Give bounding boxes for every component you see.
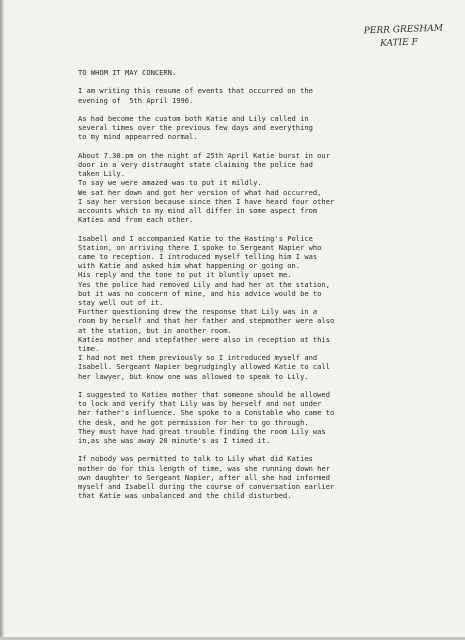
text-line: I say her version because since then I have heard four other: [78, 196, 335, 206]
paragraph-gap: [78, 224, 403, 233]
text-line: several times over the previous few days and everything: [78, 123, 313, 133]
text-line: door in a very distraught state claiming the police had: [78, 159, 313, 169]
annotation-line-2: KATIE F: [379, 37, 418, 49]
text-line: own daughter to Sergeant Napier, after all she had informed: [78, 472, 330, 482]
text-line: at the station, but in another room.: [78, 325, 232, 335]
text-line: time.: [78, 344, 100, 354]
paragraph: [78, 114, 403, 142]
text-line: Station, on arriving there I spoke to Sergeant Napier who: [78, 242, 322, 252]
annotation-line-1: PERR GRESHAM: [363, 23, 443, 37]
paragraph: [78, 390, 403, 445]
text-line: in,as she was away 20 minute's as I timed it.: [78, 436, 271, 446]
paragraph-gap: [78, 445, 403, 454]
text-line: myself and Isabell during the course of conversation earlier: [78, 482, 335, 492]
paragraph: [78, 86, 403, 104]
text-line: her father's influence. She spoke to a Constable who came to: [78, 408, 335, 418]
letter-paragraphs: [78, 86, 403, 500]
text-line: Katies and from each other.: [78, 215, 194, 225]
text-line: Katies mother and stepfather were also in reception at this: [78, 334, 330, 344]
paragraph-gap: [78, 381, 403, 390]
text-line: They must have had great trouble finding the room Lily was: [78, 426, 326, 436]
text-line: but it was no concern of mine, and his advice would be to: [78, 288, 322, 298]
text-line: accounts which to my mind all differ in some aspect from: [78, 206, 318, 215]
paragraph-gap: [78, 105, 403, 114]
text-line: stay well out of it.: [78, 298, 164, 308]
text-line: Yes the police had removed Lily and had her at the station,: [78, 279, 330, 289]
handwritten-annotation: [363, 23, 443, 52]
text-line: came to reception. I introduced myself telling him I was: [78, 252, 318, 261]
text-line: His reply and the tone to put it bluntly upset me.: [78, 270, 292, 280]
text-line: with Katie and asked him what happening or going on.: [78, 261, 301, 271]
paragraph: [78, 234, 403, 381]
text-line: Further questioning drew the response that Lily was in a: [78, 307, 318, 317]
text-line: To say we were amazed was to put it mildly.: [78, 178, 262, 188]
text-line: I am writing this resume of events that occurred on the: [78, 86, 313, 96]
text-line: evening of 5th April 1996.: [78, 95, 194, 105]
text-line: I had not met them previously so I introduced myself and: [78, 353, 318, 363]
text-line: As had become the custom both Katie and Lily called in: [78, 113, 309, 123]
text-line: the desk, and he got permission for her to go through.: [78, 417, 309, 427]
paragraph: [78, 454, 403, 500]
paragraph-gap: [78, 142, 403, 151]
text-line: to lock and verify that Lily was by herself and not under: [78, 399, 322, 409]
text-line: mother do for this length of time, was she running down her: [78, 463, 330, 473]
text-line: Isabell. Sergeant Napier begrudgingly allowed Katie to call: [78, 362, 330, 372]
text-line: Isabell and I accompanied Katie to the Hasting's Police: [78, 233, 313, 243]
text-line: room by herself and that her father and stepmother were also: [78, 316, 335, 326]
text-line: to my mind appearred normal.: [78, 132, 198, 142]
text-line: We sat her down and got her version of what had occurred,: [78, 187, 322, 197]
text-line: If nobody was permitted to talk to Lily what did Katies: [78, 454, 313, 464]
paragraph: [78, 151, 403, 225]
text-line: I suggested to Katies mother that someone should be allowed: [78, 390, 330, 400]
text-line: taken Lily.: [78, 169, 125, 179]
text-line: About 7.30.pm on the night of 25th April Katie burst in our: [78, 150, 330, 160]
letter-body: [78, 68, 403, 500]
text-line: her lawyer, but know one was allowed to speak to Lily.: [78, 371, 309, 381]
letter-heading: TO WHOM IT MAY CONCERN.: [78, 68, 177, 77]
text-line: that Katie was unbalanced and the child disturbed.: [78, 491, 292, 501]
page-shadow-edge: [0, 0, 4, 640]
